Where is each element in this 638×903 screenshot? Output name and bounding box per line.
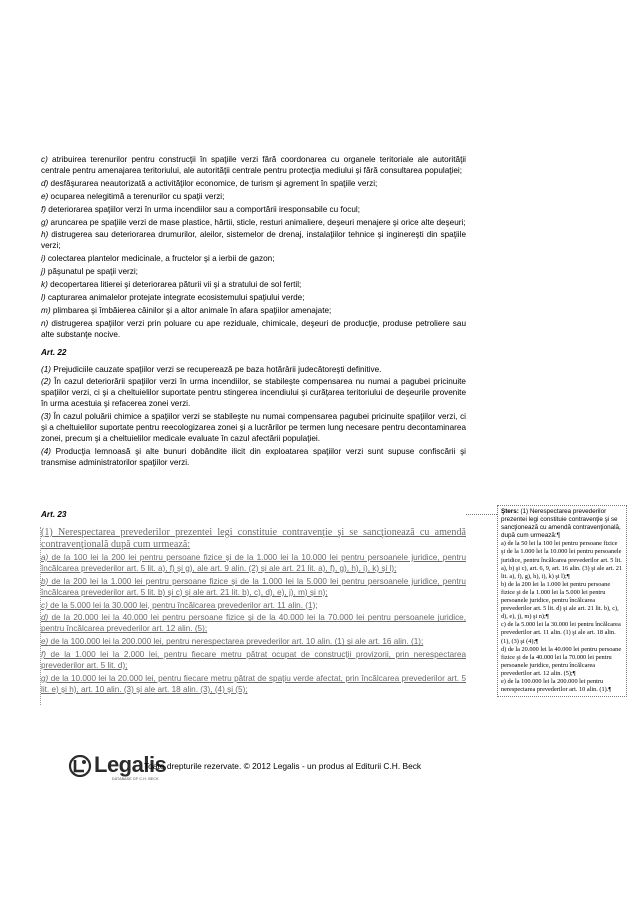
article-23 bbox=[41, 510, 466, 698]
list-item: (2) În cazul deteriorării spaţiilor verzi în urma incendiilor, se stabileşte compensarea nu numai a pagubei pricinuite spaţiilor verzi, ci şi a cheltuielilor suportate pentru stingerea incendiului şi curăţarea teritoriului de deşeurile provenite în urma acestuia şi refacerea zonei verzi. bbox=[41, 377, 466, 409]
document-body bbox=[41, 155, 466, 471]
copyright-text: Toate drepturile rezervate. © 2012 Legalis - un produs al Editurii C.H. Beck bbox=[144, 761, 422, 771]
comment-connector bbox=[466, 514, 497, 515]
list-item: c) de la 5.000 lei la 30.000 lei, pentru încălcarea prevederilor art. 11 alin. (1); bbox=[41, 600, 318, 610]
balloon-item: e) de la 100.000 lei la 200.000 lei pentru nerespectarea prevederilor art. 10 alin. (1).¶ bbox=[501, 677, 612, 694]
list-item: e) ocuparea nelegitimă a terenurilor cu spaţii verzi; bbox=[41, 191, 225, 201]
list-item: h) distrugerea sau deteriorarea drumurilor, aleilor, sistemelor de drenaj, instalaţiilor tehnice şi inginereşti din spaţiile verzi; bbox=[41, 230, 466, 251]
list-item: f) de la 1.000 lei la 2.000 lei, pentru fiecare metru pătrat ocupat de construcţii provizorii, prin nerespectarea prevederilor art. 5 lit. d); bbox=[41, 650, 466, 671]
deleted-text-balloon bbox=[497, 505, 627, 697]
list-item: (4) Producţia lemnoasă şi alte bunuri dobândite ilicit din exploatarea spaţiilor verzi sunt supuse confiscării şi transmise administratorilor spaţiilor verzi. bbox=[41, 446, 466, 467]
list-item: c) atribuirea terenurilor pentru construcţii în spaţiile verzi fără coordonarea cu organele teritoriale ale autorităţii centrale pentru amenajarea teritoriului, ale autorităţii centrale pentru protecţia mediului şi fără consultarea populaţiei; bbox=[41, 155, 466, 175]
list-item: i) colectarea plantelor medicinale, a fructelor şi a ierbii de gazon; bbox=[41, 254, 275, 264]
list-item: g) aruncarea pe spaţiile verzi de mase plastice, hârtii, sticle, resturi animaliere, deşeuri menajere şi orice alte deşeuri; bbox=[41, 217, 466, 227]
list-item: g) de la 10.000 lei la 20.000 lei, pentru fiecare metru pătrat de spaţiu verde afectat, prin încălcarea prevederilor art. 5 lit. e) şi h), art. 10 alin. (3) şi ale art. 18 alin. (3), (4) şi (5); bbox=[41, 673, 466, 694]
change-bar bbox=[40, 527, 41, 705]
article-23-lead: (1) Nerespectarea prevederilor prezentei legi constituie contravenţie şi se sancţionează cu amendă contravenţională după cum urmează: bbox=[41, 526, 466, 550]
list-item: f) deteriorarea spaţiilor verzi în urma incendiilor sau a comportării iresponsabile cu focul; bbox=[41, 204, 361, 214]
balloon-item: a) de la 50 lei la 100 lei pentru persoane fizice şi de la 1.000 lei la 10.000 lei pentru persoanele juridice, pentru încălcarea prevederilor art. 5 lit. a), b) şi c), art. 6, 9, art. 16 alin. (3) şi ale art. 21 lit. a), f), g), h), i), k) şi l);¶ bbox=[501, 540, 622, 580]
list-item: n) distrugerea spaţiilor verzi prin poluare cu ape reziduale, chimicale, deşeuri de producţie, produse petroliere sau alte substanţe nocive. bbox=[41, 318, 466, 339]
balloon-label: Şters: bbox=[501, 508, 519, 515]
page-footer bbox=[68, 752, 528, 784]
list-item: d) desfăşurarea neautorizată a activităţilor economice, de turism şi agrement în spaţiile verzi; bbox=[41, 178, 378, 188]
list-item: e) de la 100.000 lei la 200.000 lei, pentru nerespectarea prevederilor art. 10 alin. (1) şi ale art. 16 alin. (1); bbox=[41, 637, 424, 647]
balloon-item: d) de la 20.000 lei la 40.000 lei pentru persoane fizice şi de la 40.000 lei la 70.000 lei pentru persoanele juridice, pentru încălcarea prevederilor art. 12 alin. (5);¶ bbox=[501, 645, 622, 677]
legalis-logo-text: Legalis bbox=[94, 752, 167, 777]
list-item: (3) În cazul poluării chimice a spaţiilor verzi se stabileşte nu numai compensarea pagubei pricinuite spaţiilor verzi, ci şi a cheltuielilor suportate pentru reecologizarea zonei şi a lucrărilor pe termen lung necesare pentru decontaminarea zonei, precum şi a cheltuielilor medicale evaluate în cazul afectării populaţiei. bbox=[41, 412, 466, 443]
legalis-logo-icon bbox=[68, 755, 92, 777]
article-22-heading: Art. 22 bbox=[41, 347, 67, 357]
balloon-item: b) de la 200 lei la 1.000 lei pentru persoane fizice şi de la 1.000 lei la 5.000 lei pentru persoanele juridice, pentru încălcarea prevederilor art. 5 lit. d) şi ale art. 21 lit. b), c), d), e), j), m) şi n);¶ bbox=[501, 580, 619, 621]
list-item: b) de la 200 lei la 1.000 lei pentru persoane fizice şi de la 1.000 lei la 5.000 lei pentru persoanele juridice, pentru încălcarea prevederilor art. 5 lit. b) şi c) şi ale art. 21 lit. b), c), d), e), j), m) şi n); bbox=[41, 576, 466, 597]
balloon-item: c) de la 5.000 lei la 30.000 lei pentru încălcarea prevederilor art. 11 alin. (1) şi ale art. 18 alin. (1), (3) şi (4);¶ bbox=[501, 621, 621, 645]
balloon-intro: Şters: (1) Nerespectarea prevederilor prezentei legi constituie contravenţie şi se sancţionează cu amendă contravenţională, după cum urmează:¶ bbox=[501, 508, 621, 540]
list-item: (1) Prejudiciile cauzate spaţiilor verzi se recuperează pe baza hotărârii judecătoreşti definitive. bbox=[41, 364, 382, 374]
legalis-logo-subtext: DATABASE OF C.H. BECK bbox=[112, 777, 159, 781]
list-item: m) plimbarea şi îmbăierea câinilor şi a altor animale în afara spaţiilor amenajate; bbox=[41, 305, 332, 315]
article-23-heading: Art. 23 bbox=[41, 510, 67, 519]
list-item: a) de la 100 lei la 200 lei pentru persoane fizice şi de la 1.000 lei la 10.000 lei pentru persoanele juridice, pentru încălcarea prevederilor art. 5 lit. a), f) şi g), ale art. 9 alin. (2) şi ale art. 21 lit. a), f), g), h), i), k) şi l); bbox=[41, 552, 466, 573]
list-item: d) de la 20.000 lei la 40.000 lei pentru persoane fizice şi de la 40.000 lei la 70.000 lei pentru persoanele juridice, pentru încălcarea prevederilor art. 12 alin. (5); bbox=[41, 613, 466, 634]
list-item: k) decopertarea litierei şi deteriorarea păturii vii şi a stratului de sol fertil; bbox=[41, 280, 302, 290]
list-item: j) păşunatul pe spaţii verzi; bbox=[41, 267, 138, 277]
list-item: l) capturarea animalelor protejate integrate ecosistemului spaţiului verde; bbox=[41, 292, 305, 302]
